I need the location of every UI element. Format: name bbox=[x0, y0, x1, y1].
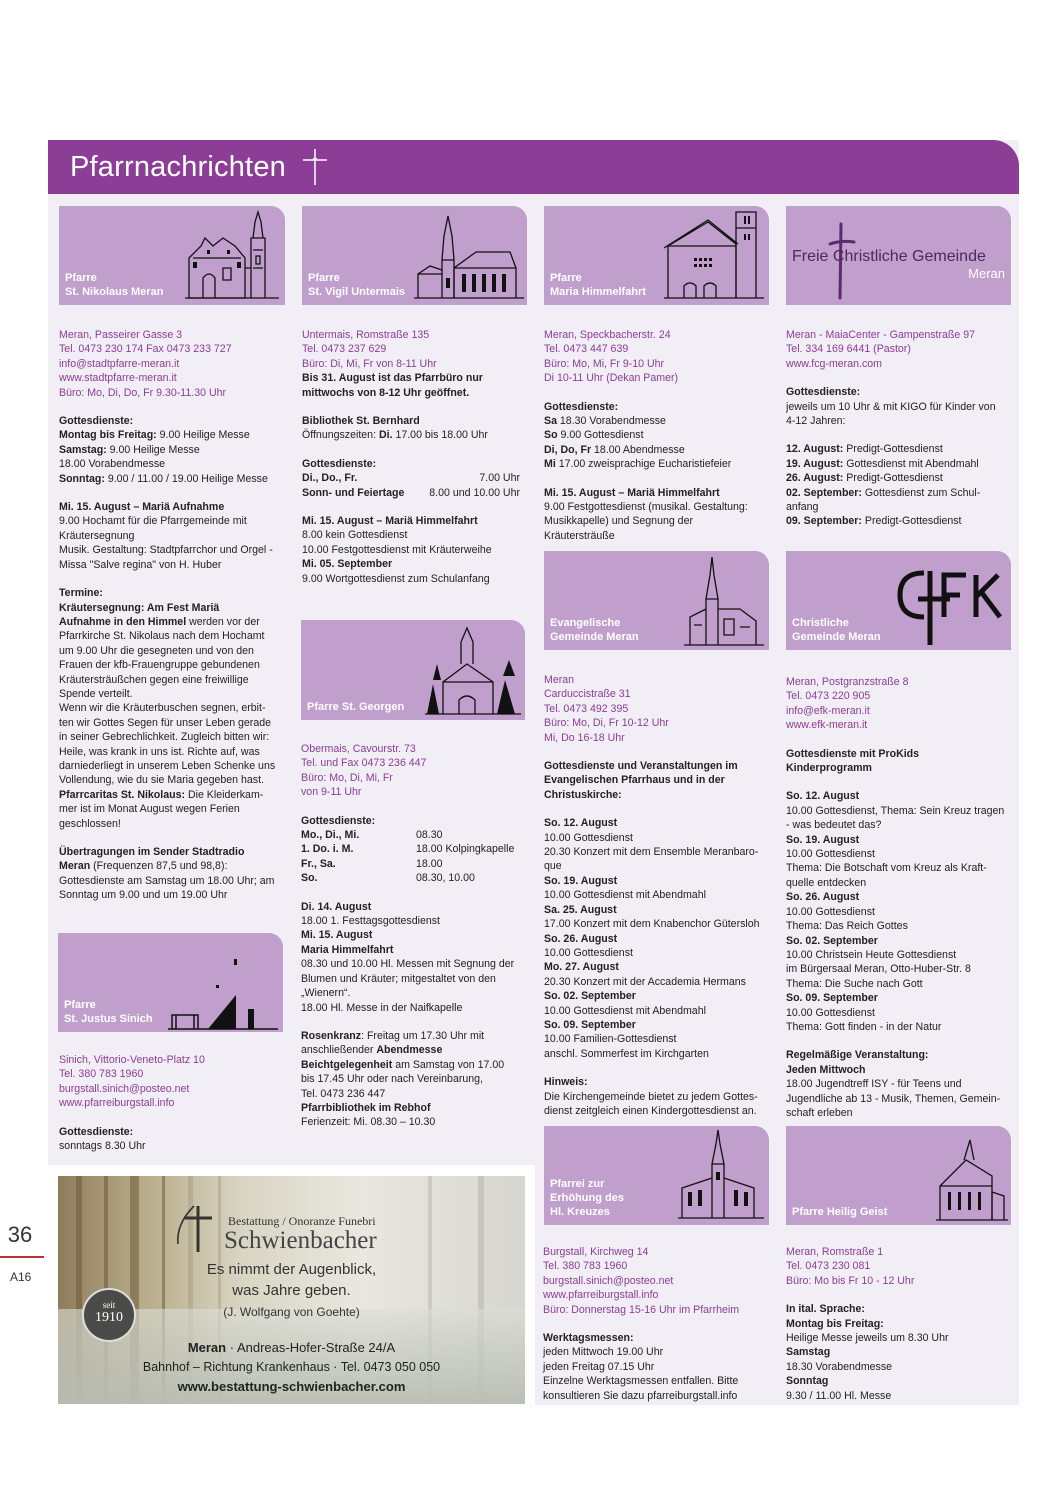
section-heading: Mi. 15. August – Mariä Aufnahme bbox=[59, 501, 225, 514]
website-link[interactable]: www.efk-meran.it bbox=[786, 719, 868, 732]
header-box-heilig-geist bbox=[786, 1126, 1011, 1225]
text-bold: Di. bbox=[378, 429, 393, 442]
section-heading: Gottesdienste: bbox=[302, 457, 377, 470]
text: darniederliegt in unserem Leben Schenke uns bbox=[59, 759, 276, 772]
box-label: Gemeinde Meran bbox=[550, 631, 639, 643]
event-date: So. 19. August bbox=[786, 833, 860, 846]
text: am Samstag von 17.00 bbox=[392, 1058, 505, 1071]
event-text: 17.00 Konzert mit dem Knabenchor Gütersloh bbox=[544, 918, 760, 931]
contact-line: Büro: Mo bis Fr 10 - 12 Uhr bbox=[786, 1274, 915, 1287]
fcg-wordmark bbox=[792, 248, 986, 266]
box-label: Pfarre St. Georgen bbox=[307, 701, 405, 713]
ad-street: · Andreas-Hofer-Straße 24/A bbox=[226, 1340, 396, 1355]
contact-line: Tel. 0473 230 174 Fax 0473 233 727 bbox=[59, 343, 232, 356]
text: „Wienern“. bbox=[301, 987, 351, 1000]
contact-line: Büro: Di, Mi, Fr von 8-11 Uhr bbox=[302, 357, 437, 370]
church-icon bbox=[425, 624, 521, 716]
text: 9.00 Festgottesdienst (musikal. Gestaltung: bbox=[544, 501, 748, 514]
text: Missa "Salve regina" von H. Huber bbox=[59, 558, 222, 571]
event-text: Predigt-Gottesdienst bbox=[843, 443, 943, 456]
event-text: 10.00 Gottesdienst bbox=[786, 1006, 875, 1019]
email-link[interactable]: burgstall.sinich@posteo.net bbox=[59, 1082, 190, 1095]
text-bold: Di, Do, Fr bbox=[544, 443, 592, 456]
text: sonntags 8.30 Uhr bbox=[59, 1140, 146, 1153]
event-date: 19. August: bbox=[786, 457, 844, 470]
website-link[interactable]: www.fcg-meran.com bbox=[786, 357, 882, 370]
header-box-st-justus bbox=[58, 933, 283, 1032]
header-box-st-georgen bbox=[301, 620, 525, 720]
text: 18.00 Vorabendmesse bbox=[59, 458, 166, 471]
event-date: Sa. 25. August bbox=[544, 903, 617, 916]
event-text: 10.00 Gottesdienst bbox=[786, 848, 875, 861]
section-heading: Mi. 15. August bbox=[301, 929, 373, 942]
text-bold: Pfarrcaritas St. Nikolaus: bbox=[59, 788, 185, 801]
contact-line: Tel. und Fax 0473 236 447 bbox=[301, 757, 427, 770]
hl-kreuz-info bbox=[543, 1245, 771, 1403]
text-bold: Rosenkranz bbox=[301, 1029, 362, 1042]
edition-code: A16 bbox=[10, 1270, 32, 1284]
event-date: 12. August: bbox=[786, 443, 844, 456]
event-text: Thema: Das Reich Gottes bbox=[786, 920, 908, 933]
text-bold: Abendmesse bbox=[376, 1044, 443, 1057]
contact-line: Meran - MaiaCenter - Gampenstraße 97 bbox=[786, 329, 975, 341]
event-text: quelle entdecken bbox=[786, 876, 867, 889]
text: werden vor der bbox=[186, 615, 260, 628]
event-date: So. 02. September bbox=[544, 990, 636, 1003]
contact-line: Meran, Passeirer Gasse 3 bbox=[59, 329, 183, 341]
text: 18.30 Vorabendmesse bbox=[556, 415, 666, 428]
text: Heilige Messe jeweils um 8.30 Uhr bbox=[786, 1332, 949, 1345]
text: Ferienzeit: Mi. 08.30 – 10.30 bbox=[301, 1116, 436, 1129]
text: Kräutersegnung bbox=[59, 529, 135, 542]
text: 9.00 / 11.00 / 19.00 Heilige Messe bbox=[104, 472, 268, 485]
evangelische-info bbox=[544, 673, 770, 1118]
funeral-ad bbox=[58, 1176, 525, 1404]
church-icon bbox=[414, 208, 524, 302]
text: Tel. 0473 236 447 bbox=[301, 1087, 386, 1100]
email-link[interactable]: info@stadtpfarre-meran.it bbox=[59, 357, 180, 370]
st-vigil-info bbox=[302, 328, 528, 586]
text-bold: Samstag: bbox=[59, 443, 107, 456]
box-label: Maria Himmelfahrt bbox=[550, 286, 646, 298]
contact-line: Untermais, Romstraße 135 bbox=[302, 329, 430, 341]
text: Jugendliche ab 13 - Musik, Themen, Gemein- bbox=[786, 1092, 1001, 1105]
event-text: que bbox=[544, 860, 562, 873]
event-text: 10.00 Gottesdienst, Thema: Sein Kreuz tragen bbox=[786, 804, 1005, 817]
event-text: 10.00 Christsein Heute Gottesdienst bbox=[786, 948, 957, 961]
section-heading: Termine: bbox=[59, 587, 103, 600]
contact-line: Büro: Donnerstag 15-16 Uhr im Pfarrheim bbox=[543, 1303, 740, 1316]
text: 9.00 Gottesdienst bbox=[557, 429, 644, 442]
text: anschließender bbox=[301, 1044, 377, 1057]
text: 9.00 Wortgottesdienst zum Schulanfang bbox=[302, 572, 490, 585]
box-label: Christliche bbox=[792, 617, 849, 629]
text-bold: Sa bbox=[544, 415, 557, 428]
section-heading: Gottesdienste: bbox=[786, 386, 861, 399]
contact-line: Meran, Postgranzstraße 8 bbox=[786, 676, 909, 688]
contact-line: Di 10-11 Uhr (Dekan Pamer) bbox=[544, 372, 679, 385]
text-bold: Sonntag: bbox=[59, 472, 105, 485]
text: 8.00 kein Gottesdienst bbox=[302, 529, 408, 542]
event-text: anfang bbox=[786, 501, 819, 514]
established-seal bbox=[82, 1288, 136, 1342]
section-heading: Samstag bbox=[786, 1346, 831, 1359]
contact-line: Carduccistraße 31 bbox=[544, 688, 631, 701]
ad-city: Meran bbox=[187, 1340, 227, 1355]
text: Die Kleiderkam- bbox=[185, 788, 264, 801]
box-label: Pfarre bbox=[550, 272, 582, 284]
ad-address bbox=[58, 1340, 525, 1355]
text: konsultieren Sie dazu pfarreiburgstall.info bbox=[543, 1389, 738, 1402]
text: : Freitag um 17.30 Uhr mit bbox=[361, 1029, 485, 1042]
text: 18.30 Vorabendmesse bbox=[786, 1360, 893, 1373]
text: Öffnungszeiten: bbox=[302, 429, 379, 442]
event-text: Thema: Die Suche nach Gott bbox=[786, 977, 923, 990]
text-bold: Mo., Di., Mi. bbox=[301, 829, 360, 842]
header-box-freie-christliche-gemeinde bbox=[786, 206, 1011, 305]
contact-line: Meran, Romstraße 1 bbox=[786, 1246, 884, 1258]
text: 18.00 1. Festtagsgottesdienst bbox=[301, 915, 440, 928]
section-heading: Gottesdienste: bbox=[59, 1125, 134, 1138]
efk-logo bbox=[890, 561, 1006, 647]
box-label: Erhöhung des bbox=[550, 1192, 624, 1204]
text: Kräutersträußchen gegen eine freiwillige bbox=[59, 673, 249, 686]
event-date: 09. September: bbox=[786, 515, 862, 528]
text-bold: So bbox=[544, 429, 558, 442]
text: 9.30 / 11.00 Hl. Messe bbox=[786, 1389, 892, 1402]
contact-line: Tel. 0473 220 905 bbox=[786, 690, 871, 703]
event-date: 26. August: bbox=[786, 472, 844, 485]
box-label: Evangelische bbox=[550, 617, 621, 629]
event-text: Thema: Gott finden - in der Natur bbox=[786, 1020, 942, 1033]
text: Pfarrkirche St. Nikolaus nach dem Hochamt bbox=[59, 630, 265, 643]
text-bold: Beichtgelegenheit bbox=[301, 1058, 393, 1071]
text: Musikkapelle) und Segnung der bbox=[544, 515, 693, 528]
contact-line: Tel. 0473 492 395 bbox=[544, 702, 629, 715]
section-heading: Sonntag bbox=[786, 1375, 829, 1388]
text: jeweils um 10 Uhr & mit KIGO für Kinder von bbox=[786, 400, 996, 413]
text: 18.00 Abendmesse bbox=[591, 443, 685, 456]
text: 08.30, 10.00 bbox=[416, 872, 475, 885]
header-box-st-vigil bbox=[302, 206, 527, 305]
event-date: Mo. 27. August bbox=[544, 961, 619, 974]
text: Heile, was krank in uns ist. Richte auf, was bbox=[59, 745, 260, 758]
cross-icon bbox=[300, 147, 330, 187]
fcg-word: Freie bbox=[792, 248, 833, 265]
text: Vollendung, wie du sie Maria gegeben hast. bbox=[59, 774, 264, 787]
section-heading: Evangelischen Pfarrhaus und in der bbox=[544, 774, 725, 787]
contact-line: Tel. 0473 237 629 bbox=[302, 343, 387, 356]
ad-website-link[interactable]: www.bestattung-schwienbacher.com bbox=[177, 1379, 406, 1394]
section-heading: Christuskirche: bbox=[544, 788, 622, 801]
event-date: So. 12. August bbox=[786, 790, 860, 803]
event-date: So. 26. August bbox=[786, 891, 860, 904]
header-box-efk bbox=[786, 551, 1011, 650]
church-icon bbox=[936, 1136, 1008, 1222]
text: mer ist im Monat August wegen Ferien bbox=[59, 803, 240, 816]
section-heading: Übertragungen im Sender Stadtradio bbox=[59, 846, 245, 858]
section-heading: Gottesdienste: bbox=[59, 415, 134, 428]
text: 8.00 und 10.00 Uhr bbox=[429, 486, 520, 499]
section-heading: Gottesdienste mit ProKids bbox=[786, 747, 920, 760]
section-heading: Jeden Mittwoch bbox=[786, 1063, 866, 1076]
text: Wenn wir die Kräuterbuschen segnen, erbit- bbox=[59, 702, 266, 715]
text: 9.00 Hochamt für die Pfarrgemeinde mit bbox=[59, 515, 247, 528]
text: 17.00 bis 18.00 Uhr bbox=[392, 429, 488, 442]
website-link[interactable]: www.stadtpfarre-meran.it bbox=[59, 372, 177, 385]
box-label: Pfarre bbox=[308, 272, 340, 284]
fcg-word: Gemeinde bbox=[912, 248, 986, 265]
contact-line: Sinich, Vittorio-Veneto-Platz 10 bbox=[59, 1054, 205, 1066]
section-heading: Meran bbox=[59, 860, 91, 873]
section-heading: Montag bis Freitag: bbox=[786, 1317, 884, 1330]
text: bis 17.45 Uhr oder nach Vereinbarung, bbox=[301, 1073, 483, 1086]
text: 18.00 bbox=[416, 857, 443, 870]
text: in seiner Gebrechlichkeit. Zugleich bitten wir: bbox=[59, 731, 270, 744]
church-icon bbox=[678, 1128, 766, 1222]
seal-year: 1910 bbox=[95, 1310, 123, 1325]
text: 18.00 Kolpingkapelle bbox=[416, 843, 515, 856]
church-icon bbox=[183, 208, 283, 300]
text: Musik. Gestaltung: Stadtpfarrchor und Orgel - bbox=[59, 544, 273, 557]
event-date: So. 26. August bbox=[544, 932, 618, 945]
event-text: Predigt-Gottesdienst bbox=[861, 515, 962, 528]
text: ten wir Gottes Segen für unser Leben gerade bbox=[59, 716, 272, 729]
ad-quote: Es nimmt der Augenblick, bbox=[206, 1261, 377, 1278]
text: Kräutersträuße bbox=[544, 529, 615, 542]
text: Spende verteilt. bbox=[59, 687, 133, 700]
text: Frauen der kfb-Frauengruppe gebundenen bbox=[59, 659, 260, 672]
header-box-hl-kreuz bbox=[544, 1126, 769, 1225]
box-label: Pfarre bbox=[65, 272, 97, 284]
ad-quote: was Jahre geben. bbox=[232, 1282, 351, 1299]
text: 10.00 Festgottesdienst mit Kräuterweihe bbox=[302, 543, 492, 556]
contact-line: Tel. 0473 230 081 bbox=[786, 1260, 871, 1273]
event-text: Predigt-Gottesdienst bbox=[843, 472, 943, 485]
website-link[interactable]: www.pfarreiburgstall.info bbox=[543, 1289, 659, 1302]
text: 9.00 Heilige Messe bbox=[106, 443, 200, 456]
event-text: 10.00 Gottesdienst mit Abendmahl bbox=[544, 1004, 706, 1017]
email-link[interactable]: burgstall.sinich@posteo.net bbox=[543, 1274, 674, 1287]
text-bold: Sonn- und Feiertage bbox=[302, 486, 405, 499]
header-box-st-nikolaus bbox=[59, 206, 285, 305]
text-bold: Montag bis Freitag: bbox=[59, 429, 157, 442]
page-number: 36 bbox=[7, 1222, 33, 1247]
fcg-city: Meran bbox=[968, 266, 1005, 281]
event-text: - was bedeutet das? bbox=[786, 819, 882, 832]
ad-subtitle: Bestattung / Onoranze Funebri bbox=[228, 1214, 376, 1228]
section-heading: Di. 14. August bbox=[301, 900, 372, 913]
section-heading: Mi. 05. September bbox=[302, 558, 393, 571]
section-heading: Gottesdienste: bbox=[301, 814, 376, 827]
box-label: Hl. Kreuzes bbox=[550, 1206, 610, 1218]
contact-line: Obermais, Cavourstr. 73 bbox=[301, 743, 416, 755]
event-text: 10.00 Gottesdienst bbox=[544, 946, 633, 959]
event-text: 10.00 Gottesdienst bbox=[544, 831, 633, 844]
text: 7.00 Uhr bbox=[479, 472, 520, 485]
text: 18.00 Hl. Messe in der Naifkapelle bbox=[301, 1001, 463, 1014]
text: schaft erleben bbox=[786, 1106, 853, 1119]
event-date: So. 12. August bbox=[544, 817, 618, 830]
box-label: St. Vigil Untermais bbox=[308, 286, 405, 298]
text-bold: Kräutersegnung: Am Fest Mariä bbox=[59, 601, 220, 614]
text-bold: Aufnahme in den Himmel bbox=[59, 615, 187, 628]
header-box-maria-himmelfahrt bbox=[544, 206, 769, 305]
text: Einzelne Werktagsmessen entfallen. Bitte bbox=[543, 1375, 739, 1388]
section-heading: Kinderprogramm bbox=[786, 762, 872, 775]
page-rule bbox=[0, 1256, 44, 1258]
event-text: 10.00 Gottesdienst bbox=[786, 905, 875, 918]
section-heading: Gottesdienste und Veranstaltungen im bbox=[544, 760, 738, 773]
st-nikolaus-info bbox=[59, 328, 285, 903]
contact-line: Meran, Speckbacherstr. 24 bbox=[544, 329, 671, 341]
text: jeden Freitag 07.15 Uhr bbox=[543, 1360, 655, 1373]
event-text: 10.00 Familien-Gottesdienst bbox=[544, 1033, 677, 1046]
fcg-info bbox=[786, 328, 1012, 529]
text: 4-12 Jahren: bbox=[786, 415, 846, 428]
box-label: Pfarrei zur bbox=[550, 1178, 605, 1190]
event-text: 20.30 Konzert mit dem Ensemble Meranbaro- bbox=[544, 846, 759, 859]
section-heading: Gottesdienste: bbox=[544, 400, 619, 413]
ad-directions: Bahnhof – Richtung Krankenhaus · Tel. 0473 050 050 bbox=[142, 1360, 441, 1374]
text-bold: 1. Do. i. M. bbox=[301, 843, 354, 856]
text-bold: Di., Do., Fr. bbox=[302, 472, 358, 485]
contact-line: von 9-11 Uhr bbox=[301, 786, 362, 799]
seal-text: seit bbox=[102, 1300, 116, 1310]
section-heading: In ital. Sprache: bbox=[786, 1303, 865, 1316]
event-text: Thema: Die Botschaft vom Kreuz als Kraft- bbox=[786, 862, 987, 875]
st-justus-info bbox=[59, 1053, 285, 1153]
section-heading: Werktagsmessen: bbox=[543, 1332, 634, 1345]
church-icon bbox=[684, 555, 764, 647]
event-date: So. 09. September bbox=[786, 992, 878, 1005]
text: Gottesdienste am Samstag um 18.00 Uhr; am bbox=[59, 874, 275, 887]
event-text: 10.00 Gottesdienst mit Abendmahl bbox=[544, 889, 706, 902]
contact-line: Tel. 380 783 1960 bbox=[543, 1260, 628, 1273]
event-text: Gottesdienst zum Schul- bbox=[861, 486, 981, 499]
ad-quote-author: (J. Wolfgang von Goehte) bbox=[223, 1305, 360, 1319]
text: 9.00 Heilige Messe bbox=[156, 429, 250, 442]
text: 08.30 und 10.00 Hl. Messen mit Segnung der bbox=[301, 958, 515, 971]
box-label: St. Justus Sinich bbox=[64, 1013, 153, 1025]
text: Die Kirchengemeinde bietet zu jedem Gottes- bbox=[544, 1090, 758, 1103]
section-heading: Regelmäßige Veranstaltung: bbox=[786, 1049, 929, 1062]
box-label: Pfarre bbox=[64, 999, 96, 1011]
contact-line: Meran bbox=[544, 674, 575, 686]
contact-line: Tel. 334 169 6441 (Pastor) bbox=[786, 343, 911, 356]
text: 18.00 Jugendtreff ISY - für Teens und bbox=[786, 1078, 962, 1091]
contact-line: Büro: Mo, Di, Do, Fr 9.30-11.30 Uhr bbox=[59, 386, 227, 399]
notice-bold: mittwochs von 8-12 Uhr geöffnet. bbox=[302, 386, 470, 399]
text: jeden Mittwoch 19.00 Uhr bbox=[543, 1346, 664, 1359]
event-date: 02. September: bbox=[786, 486, 862, 499]
text: Blumen und Kräuter; mitgestaltet von den bbox=[301, 972, 496, 985]
st-georgen-info bbox=[301, 742, 527, 1130]
text-bold: Mi bbox=[544, 458, 556, 471]
contact-line: Büro: Mo, Mi, Fr 9-10 Uhr bbox=[544, 357, 665, 370]
section-heading: Maria Himmelfahrt bbox=[301, 943, 394, 956]
event-date: So. 19. August bbox=[544, 874, 618, 887]
box-label: Gemeinde Meran bbox=[792, 631, 881, 643]
contact-line: Büro: Mo, Di, Mi, Fr bbox=[301, 771, 393, 784]
heilig-geist-info bbox=[786, 1245, 1012, 1403]
contact-line: Mi, Do 16-18 Uhr bbox=[544, 731, 625, 744]
section-banner bbox=[48, 140, 1019, 194]
box-label: St. Nikolaus Meran bbox=[65, 286, 164, 298]
church-icon bbox=[168, 955, 278, 1031]
maria-himmelfahrt-info bbox=[544, 328, 770, 543]
website-link[interactable]: www.pfarreiburgstall.info bbox=[59, 1097, 175, 1110]
text: Sonntag um 9.00 und um 19.00 Uhr bbox=[59, 889, 228, 902]
cross-logo-icon bbox=[172, 1196, 224, 1256]
event-text: im Bürgersaal Meran, Otto-Huber-Str. 8 bbox=[786, 963, 971, 976]
text: 17.00 zweisprachige Eucharistiefeier bbox=[555, 458, 732, 471]
email-link[interactable]: info@efk-meran.it bbox=[786, 704, 870, 717]
church-icon bbox=[664, 208, 766, 300]
text: geschlossen! bbox=[59, 817, 121, 830]
event-date: So. 09. September bbox=[544, 1018, 636, 1031]
section-heading: Mi. 15. August – Mariä Himmelfahrt bbox=[544, 486, 720, 499]
text: (Frequenzen 87,5 und 98,8): bbox=[90, 860, 228, 873]
event-date: So. 02. September bbox=[786, 934, 878, 947]
text: dienst zeitgleich einen Kindergottesdienst an. bbox=[544, 1104, 757, 1117]
fcg-word: Christliche bbox=[832, 248, 913, 265]
text: um 9.00 Uhr die gesegneten und von den bbox=[59, 644, 254, 657]
contact-line: Tel. 0473 447 639 bbox=[544, 343, 629, 356]
event-text: Gottesdienst mit Abendmahl bbox=[843, 457, 979, 470]
ad-company-name: Schwienbacher bbox=[224, 1227, 377, 1254]
efk-info bbox=[786, 675, 1012, 1120]
section-heading: Hinweis: bbox=[544, 1076, 588, 1089]
contact-line: Büro: Mo, Di, Fr 10-12 Uhr bbox=[544, 717, 669, 730]
event-text: anschl. Sommerfest im Kirchgarten bbox=[544, 1047, 709, 1060]
text-bold: So. bbox=[301, 872, 318, 885]
section-heading: Bibliothek St. Bernhard bbox=[302, 415, 420, 428]
header-box-evangelische-gemeinde bbox=[544, 551, 769, 650]
contact-line: Tel. 380 783 1960 bbox=[59, 1068, 144, 1081]
text: 08.30 bbox=[416, 829, 443, 842]
section-heading: Mi. 15. August – Mariä Himmelfahrt bbox=[302, 515, 478, 528]
page-title: Pfarrnachrichten bbox=[70, 150, 286, 183]
box-label: Pfarre Heilig Geist bbox=[792, 1206, 888, 1218]
text-bold: Fr., Sa. bbox=[301, 857, 336, 870]
notice-bold: Bis 31. August ist das Pfarrbüro nur bbox=[302, 372, 483, 385]
section-heading: Pfarrbibliothek im Rebhof bbox=[301, 1101, 431, 1114]
event-text: 20.30 Konzert mit der Accademia Hermans bbox=[544, 975, 746, 988]
contact-line: Burgstall, Kirchweg 14 bbox=[543, 1246, 649, 1258]
